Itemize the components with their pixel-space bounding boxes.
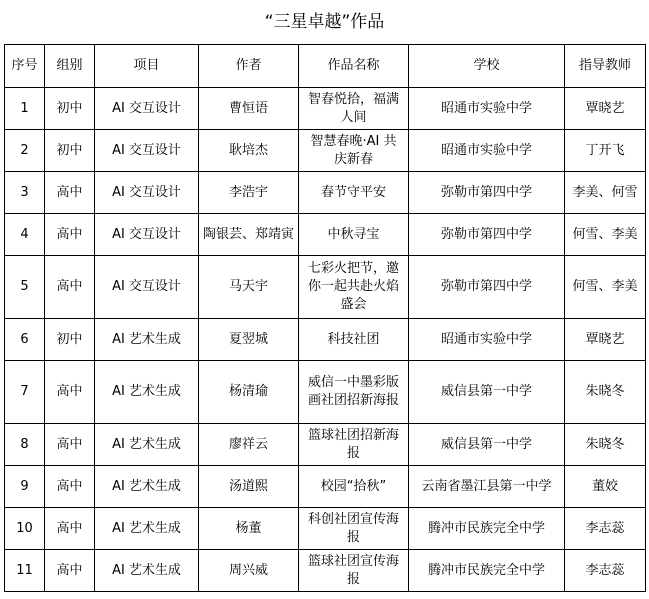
cell-school: 昭通市实验中学 [409, 88, 565, 130]
table-row [5, 214, 646, 256]
cell-author: 廖祥云 [199, 424, 299, 466]
page-title: “三星卓越”作品 [264, 12, 385, 32]
cell-group: 高中 [45, 550, 95, 592]
cell-author: 汤道熙 [199, 466, 299, 508]
cell-author: 周兴威 [199, 550, 299, 592]
cell-author: 李浩宇 [199, 172, 299, 214]
works-table [4, 44, 646, 592]
cell-index: 9 [5, 466, 45, 508]
cell-group: 高中 [45, 466, 95, 508]
cell-work-name: 七彩火把节，邀你一起共赴火焰盛会 [299, 256, 409, 319]
cell-teacher: 李志蕊 [565, 550, 646, 592]
table-row [5, 550, 646, 592]
cell-project: AI 交互设计 [95, 88, 199, 130]
cell-index: 10 [5, 508, 45, 550]
cell-school: 弥勒市第四中学 [409, 256, 565, 319]
cell-index: 11 [5, 550, 45, 592]
cell-project: AI 交互设计 [95, 172, 199, 214]
cell-school: 弥勒市第四中学 [409, 214, 565, 256]
cell-index: 4 [5, 214, 45, 256]
cell-work-name: 中秋寻宝 [299, 214, 409, 256]
header-group: 组别 [45, 45, 95, 88]
table-row [5, 466, 646, 508]
table-row [5, 172, 646, 214]
cell-index: 8 [5, 424, 45, 466]
cell-work-name: 春节守平安 [299, 172, 409, 214]
cell-group: 高中 [45, 214, 95, 256]
cell-author: 陶银芸、郑靖寅 [199, 214, 299, 256]
cell-work-name: 校园“拾秋” [299, 466, 409, 508]
cell-project: AI 交互设计 [95, 256, 199, 319]
cell-group: 高中 [45, 508, 95, 550]
table-row [5, 361, 646, 424]
cell-index: 6 [5, 319, 45, 361]
header-work-name: 作品名称 [299, 45, 409, 88]
cell-teacher: 丁开飞 [565, 130, 646, 172]
cell-project: AI 艺术生成 [95, 361, 199, 424]
header-project: 项目 [95, 45, 199, 88]
cell-group: 初中 [45, 88, 95, 130]
table-row [5, 424, 646, 466]
cell-work-name: 智春悦拾，福满人间 [299, 88, 409, 130]
cell-author: 杨董 [199, 508, 299, 550]
cell-project: AI 艺术生成 [95, 319, 199, 361]
cell-work-name: 科技社团 [299, 319, 409, 361]
cell-teacher: 董姣 [565, 466, 646, 508]
cell-group: 高中 [45, 424, 95, 466]
cell-work-name: 威信一中墨彩版画社团招新海报 [299, 361, 409, 424]
table-row [5, 319, 646, 361]
cell-project: AI 交互设计 [95, 214, 199, 256]
cell-school: 腾冲市民族完全中学 [409, 508, 565, 550]
cell-index: 3 [5, 172, 45, 214]
cell-group: 初中 [45, 319, 95, 361]
cell-group: 高中 [45, 256, 95, 319]
header-index: 序号 [5, 45, 45, 88]
cell-project: AI 艺术生成 [95, 508, 199, 550]
cell-group: 高中 [45, 172, 95, 214]
cell-project: AI 交互设计 [95, 130, 199, 172]
cell-school: 昭通市实验中学 [409, 130, 565, 172]
cell-school: 弥勒市第四中学 [409, 172, 565, 214]
cell-author: 耿培杰 [199, 130, 299, 172]
cell-school: 腾冲市民族完全中学 [409, 550, 565, 592]
table-header-row [5, 45, 646, 88]
cell-school: 云南省墨江县第一中学 [409, 466, 565, 508]
cell-school: 威信县第一中学 [409, 361, 565, 424]
table-body [5, 88, 646, 592]
header-school: 学校 [409, 45, 565, 88]
cell-work-name: 篮球社团招新海报 [299, 424, 409, 466]
cell-author: 夏翌城 [199, 319, 299, 361]
cell-index: 2 [5, 130, 45, 172]
cell-index: 5 [5, 256, 45, 319]
cell-teacher: 何雪、李美 [565, 214, 646, 256]
cell-project: AI 艺术生成 [95, 550, 199, 592]
cell-teacher: 李美、何雪 [565, 172, 646, 214]
table-row [5, 508, 646, 550]
table-row [5, 88, 646, 130]
cell-school: 威信县第一中学 [409, 424, 565, 466]
header-author: 作者 [199, 45, 299, 88]
cell-index: 1 [5, 88, 45, 130]
cell-school: 昭通市实验中学 [409, 319, 565, 361]
cell-index: 7 [5, 361, 45, 424]
cell-group: 高中 [45, 361, 95, 424]
cell-work-name: 科创社团宣传海报 [299, 508, 409, 550]
table-row [5, 130, 646, 172]
cell-work-name: 智慧春晚·AI 共庆新春 [299, 130, 409, 172]
cell-teacher: 朱晓冬 [565, 424, 646, 466]
cell-author: 曹恒语 [199, 88, 299, 130]
cell-project: AI 艺术生成 [95, 466, 199, 508]
cell-project: AI 艺术生成 [95, 424, 199, 466]
header-teacher: 指导教师 [565, 45, 646, 88]
cell-teacher: 覃晓艺 [565, 88, 646, 130]
cell-teacher: 覃晓艺 [565, 319, 646, 361]
cell-teacher: 朱晓冬 [565, 361, 646, 424]
cell-teacher: 李志蕊 [565, 508, 646, 550]
table-row [5, 256, 646, 319]
cell-author: 马天宇 [199, 256, 299, 319]
cell-work-name: 篮球社团宣传海报 [299, 550, 409, 592]
cell-teacher: 何雪、李美 [565, 256, 646, 319]
cell-author: 杨清瑜 [199, 361, 299, 424]
cell-group: 初中 [45, 130, 95, 172]
